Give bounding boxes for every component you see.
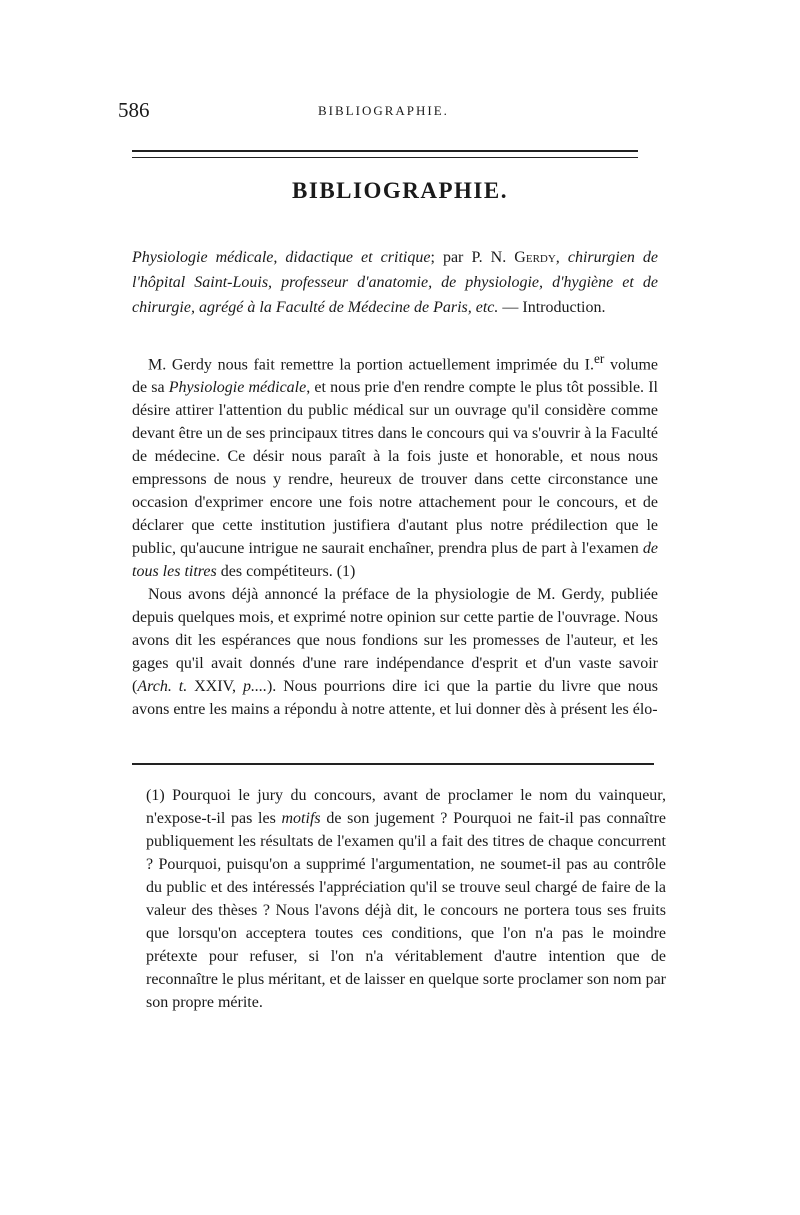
- author-name: Gerdy: [514, 249, 556, 266]
- running-title: BIBLIOGRAPHIE.: [318, 103, 449, 118]
- work-title: Physiologie médicale, didactique et critique: [132, 249, 431, 266]
- footnote-text-a: (1) Pourquoi le jury du concours, avant de proclamer le nom du vainqueur, n'expose-t-il pas les: [146, 787, 666, 827]
- footnote-rule: [132, 763, 654, 765]
- footnote-text: [146, 784, 666, 1014]
- p1-italic: de tous les titres: [132, 540, 658, 581]
- author-description: , chirurgien de l'hôpital Saint-Louis, professeur d'anatomie, de physiologie, d'hygiène et de chirurgie, agrégé à la Faculté de Médecine de Paris, etc.: [132, 249, 658, 316]
- p1-text-c: , et nous prie d'en rendre compte le plus tôt possible. Il désire attirer l'attention du public médical sur un ouvrage qu'il considère comme devant être un de ses principaux titres dans le concours qui va s'ouvrir à la Faculté de médecine. Ce désir nous paraît à la fois juste et honorable, et nous nous empressons de nous y rendre, heureux de trouver dans cette circonstance une occasion d'exprimer encore une fois notre attachement pour le concours, et de déclarer que cette institution justifiera d'autant plus notre prédilection que le public, qu'aucune intrigue ne saurait enchaîner, prendra plus de part à l'examen: [132, 379, 658, 558]
- citation-by: ; par P. N.: [430, 249, 507, 266]
- p2-page-ref: p....: [242, 678, 267, 696]
- p1-work-title: Physiologie médicale: [168, 379, 307, 397]
- running-head: [118, 98, 638, 128]
- paragraph-2: [132, 583, 658, 721]
- header-rule: [132, 150, 638, 158]
- page-number: 586: [118, 98, 150, 122]
- paragraph-1: [132, 347, 658, 583]
- footnote-italic: motifs: [281, 810, 321, 827]
- p1-text-b: volume de sa: [132, 356, 658, 397]
- footnote-text-b: de son jugement ? Pourquoi ne fait-il pas connaître publiquement les résultats de l'examen qu'il a fait des titres de chaque concurrent ? Pourquoi, puisqu'on a supprimé l'argumentation, ne soumet-il pas au contrôle du public et des intéressés l'appréciation qu'il se trouve seul chargé de faire de la valeur des thèses ? Nous l'avons déjà dit, le concours ne portera tous ses fruits que lorsqu'on acceptera toutes ces conditions, que l'on n'a pas le moindre prétexte pour refuser, si l'on n'a véritablement d'autre intention que de reconnaître le plus méritant, et de laisser en quelque sorte proclamer son nom par son propre mérite.: [146, 810, 667, 1011]
- p2-reference: Arch. t.: [137, 678, 188, 696]
- citation-section: — Introduction.: [502, 299, 606, 316]
- p1-superscript: er: [593, 351, 605, 366]
- p1-text-a: M. Gerdy nous fait remettre la portion actuellement imprimée du I.: [148, 356, 594, 374]
- p2-text-b: ). Nous pourrions dire ici que la partie du livre que nous avons entre les mains a répondu à notre attente, et lui donner dès à présent les élo-: [132, 678, 659, 719]
- p2-volume: XXIV,: [187, 678, 243, 696]
- section-title: BIBLIOGRAPHIE.: [292, 178, 508, 203]
- p2-text-a: Nous avons déjà annoncé la préface de la physiologie de M. Gerdy, publiée depuis quelques mois, et exprimé notre opinion sur cette partie de l'ouvrage. Nous avons dit les espérances que nous fondions sur les promesses de l'auteur, et les gages qu'il avait donnés d'une rare indépendance d'esprit et d'un vaste savoir (: [132, 586, 658, 696]
- p1-text-d: des compétiteurs. (1): [216, 563, 356, 581]
- footnote: [146, 784, 666, 1014]
- bibliographic-citation: [132, 245, 658, 320]
- body-text: [132, 347, 658, 721]
